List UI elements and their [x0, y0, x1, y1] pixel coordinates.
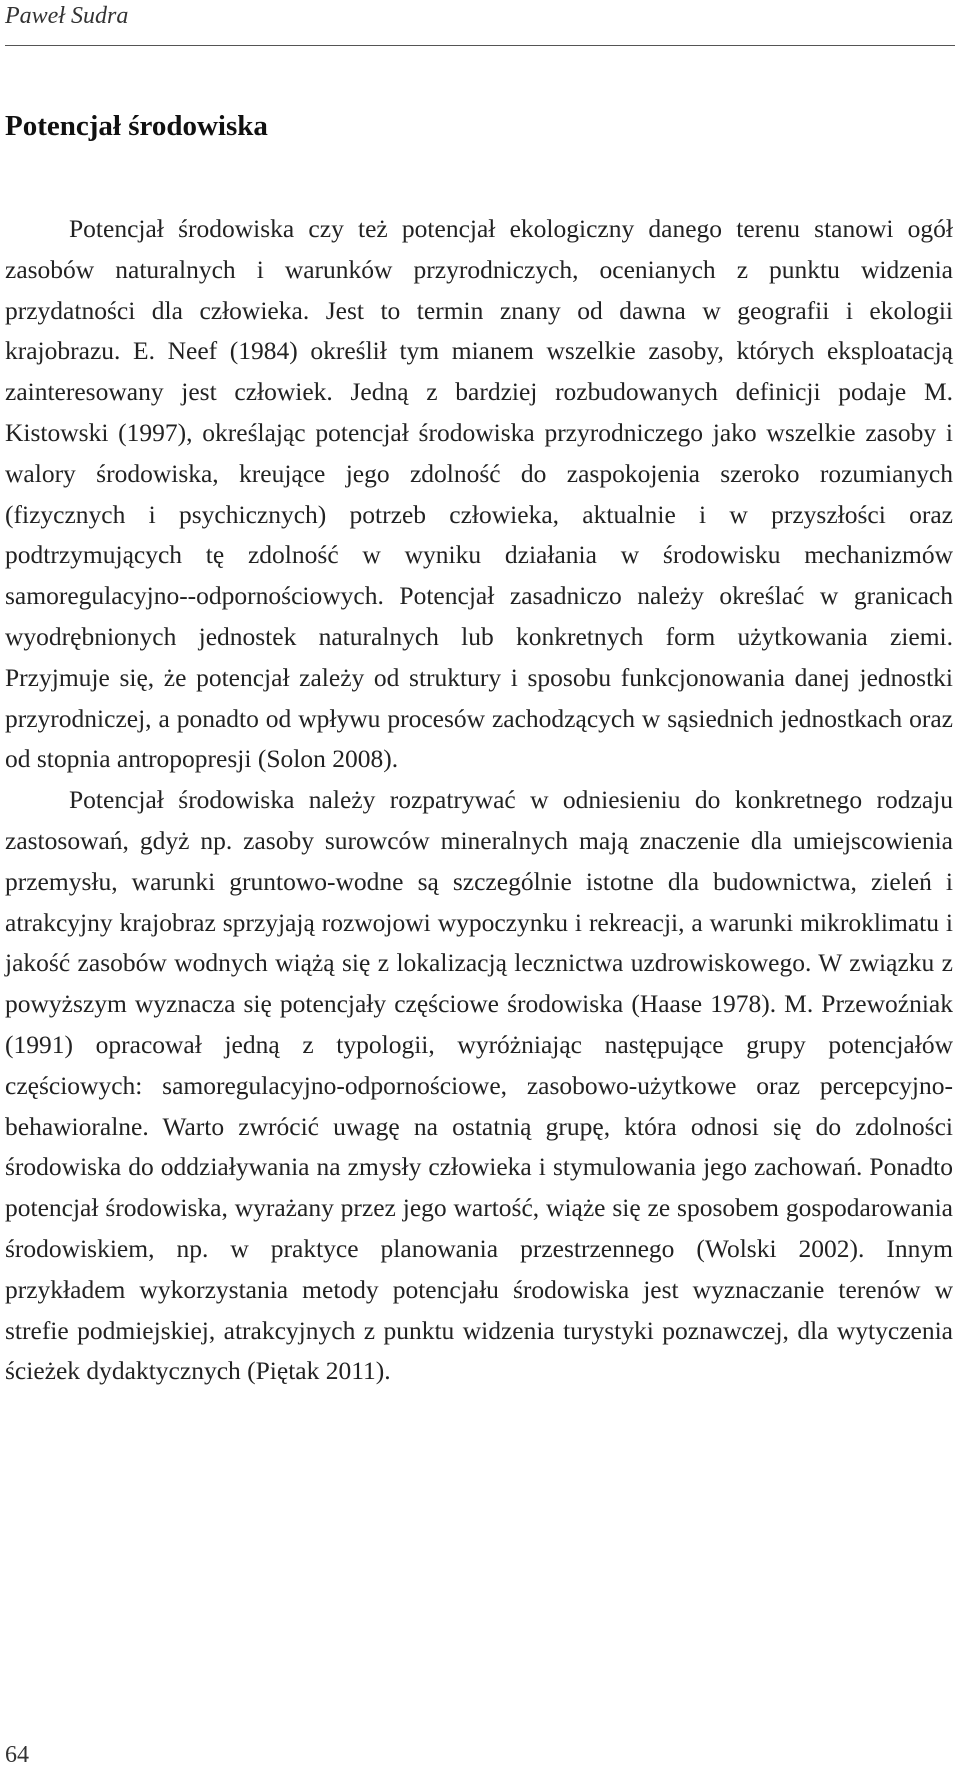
header-rule — [5, 45, 955, 46]
paragraph: Potencjał środowiska czy też potencjał ekologiczny danego terenu stanowi ogół zasobów naturalnych i warunków przyrodniczych, ocenianych z punktu widzenia przydatności dla człowieka. Jest to termin znany od dawna w geografii i ekologii krajobrazu. E. Neef (1984) określił tym mianem wszelkie zasoby, których eksploatacją zainteresowany jest człowiek. Jedną z bardziej rozbudowanych definicji podaje M. Kistowski (1997), określając potencjał środowiska przyrodniczego jako wszelkie zasoby i walory środowiska, kreujące jego zdolność do zaspokojenia szeroko rozumianych (fizycznych i psychicznych) potrzeb człowieka, aktualnie i w przyszłości oraz podtrzymujących tę zdolność w wyniku działania w środowisku mechanizmów samoregulacyjno--odpornościowych. Potencjał zasadniczo należy określać w granicach wyodrębnionych jednostek naturalnych lub konkretnych form użytkowania ziemi. Przyjmuje się, że potencjał zależy od struktury i sposobu funkcjonowania danej jednostki przyrodniczej, a ponadto od wpływu procesów zachodzących w sąsiednich jednostkach oraz od stopnia antropopresji (Solon 2008). — [5, 214, 953, 774]
running-head-author: Paweł Sudra — [5, 3, 129, 29]
page-number: 64 — [5, 1742, 29, 1768]
paragraph: Potencjał środowiska należy rozpatrywać w odniesieniu do konkretnego rodzaju zastosowań, gdyż np. zasoby surowców mineralnych mają znaczenie dla umiejscowienia przemysłu, warunki gruntowo-wodne są szczególnie istotne dla budownictwa, zieleń i atrakcyjny krajobraz sprzyjają rozwojowi wypoczynku i rekreacji, a warunki mikroklimatu i jakość zasobów wodnych wiążą się z lokalizacją lecznictwa uzdrowiskowego. W związku z powyższym wyznacza się potencjały częściowe środowiska (Haase 1978). M. Przewoźniak (1991) opracował jedną z typologii, wyróżniając następujące grupy potencjałów częściowych: samoregulacyjno-odpornościowe, zasobowo-użytkowe oraz percepcyjno-behawioralne. Warto zwrócić uwagę na ostatnią grupę, która odnosi się do zdolności środowiska do oddziaływania na zmysły człowieka i stymulowania jego zachowań. Ponadto potencjał środowiska, wyrażany przez jego wartość, wiąże się ze sposobem gospodarowania środowiskiem, np. w praktyce planowania przestrzennego (Wolski 2002). Innym przykładem wykorzystania metody potencjału środowiska jest wyznaczanie terenów w strefie podmiejskiej, atrakcyjnych z punktu widzenia turystyki poznawczej, dla wytyczenia ścieżek dydaktycznych (Piętak 2011). — [5, 785, 953, 1386]
section-title: Potencjał środowiska — [5, 110, 268, 142]
body-text — [5, 209, 953, 1392]
